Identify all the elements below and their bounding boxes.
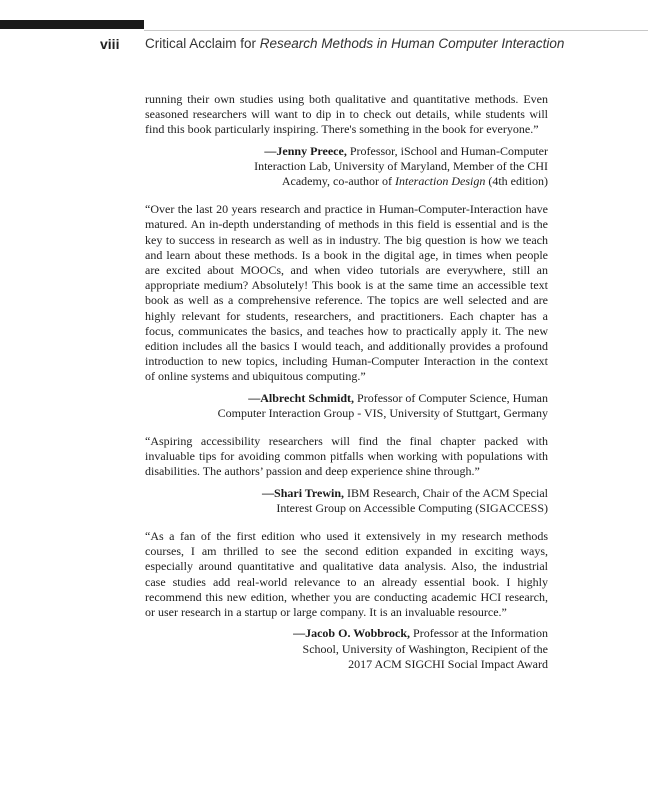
author-affiliation: Professor, iSchool and Human-Computer — [346, 143, 548, 158]
author-affiliation: (4th edition) — [485, 174, 548, 189]
blurb-quote: running their own studies using both qualitative and quantitative methods. Even seasoned researchers will want to dip in to check out details, while students will find this book particularly inspiring. There's something in the book for everyone.” — [145, 92, 548, 137]
blurb-attribution — [145, 626, 548, 672]
blurb-quote: “Over the last 20 years research and practice in Human-Computer-Interaction have matured. An in-depth understanding of methods in this field is essential and is the key to success in research as well as in industry. The big question is how we teach and learn about these methods. Is a book in the digital age, in times when people are excited about MOOCs, and when video tutorials are everywhere, still an appropriate medium? Absolutely! This book is at the same time an accessible text book as well as a comprehensive reference. The topics are well selected and are highly relevant for students, researchers, and practitioners. Each chapter has a focus, communicates the basics, and teaches how to practically apply it. The new edition includes all the basics I would teach, and additionally provides a profound introduction to new topics, including Human-Computer Interaction in the context of online systems and ubiquitous computing.” — [145, 202, 548, 384]
blurb-attribution — [145, 486, 548, 516]
author-name: —Jenny Preece, — [264, 143, 347, 158]
running-head — [145, 36, 564, 51]
author-affiliation: Academy, co-author of — [281, 174, 396, 189]
author-name: —Jacob O. Wobbrock, — [293, 626, 411, 641]
author-affiliation: 2017 ACM SIGCHI Social Impact Award — [348, 656, 548, 671]
blurb-preece — [145, 92, 548, 189]
author-affiliation: Professor of Computer Science, Human — [354, 390, 548, 405]
blurb-schmidt — [145, 202, 548, 421]
blurb-trewin — [145, 434, 548, 516]
page-body — [145, 92, 548, 685]
running-head-prefix: Critical Acclaim for — [145, 36, 260, 51]
author-name: —Albrecht Schmidt, — [248, 390, 355, 405]
page-number: viii — [100, 36, 120, 52]
blurb-attribution — [145, 144, 548, 190]
author-affiliation: Interaction Lab, University of Maryland, Member of the CHI — [254, 158, 548, 173]
blurb-attribution — [145, 391, 548, 421]
author-affiliation: Interest Group on Accessible Computing (SIGACCESS) — [276, 500, 548, 515]
blurb-wobbrock — [145, 529, 548, 672]
author-name: —Shari Trewin, — [262, 485, 345, 500]
blurb-quote: “Aspiring accessibility researchers will find the final chapter packed with invaluable tips for avoiding common pitfalls when working with populations with disabilities. The authors’ passion and deep experience shine through.” — [145, 434, 548, 479]
author-affiliation: Computer Interaction Group - VIS, University of Stuttgart, Germany — [217, 405, 548, 420]
header-rule — [144, 30, 648, 31]
header-bar — [0, 20, 144, 29]
author-affiliation: School, University of Washington, Recipient of the — [302, 641, 548, 656]
book-title: Interaction Design — [395, 174, 486, 189]
author-affiliation: IBM Research, Chair of the ACM Special — [344, 485, 548, 500]
running-head-book-title: Research Methods in Human Computer Interaction — [259, 36, 565, 51]
blurb-quote: “As a fan of the first edition who used it extensively in my research methods courses, I am thrilled to see the second edition expanded in exciting ways, especially around quantitative and qualitative data analysis. Also, the industrial case studies add real-world relevance to an already essential book. I highly recommend this new edition, whether you are conducting academic HCI research, or user research in a startup or large company. It is an invaluable resource.” — [145, 529, 548, 620]
author-affiliation: Professor at the Information — [410, 626, 548, 641]
